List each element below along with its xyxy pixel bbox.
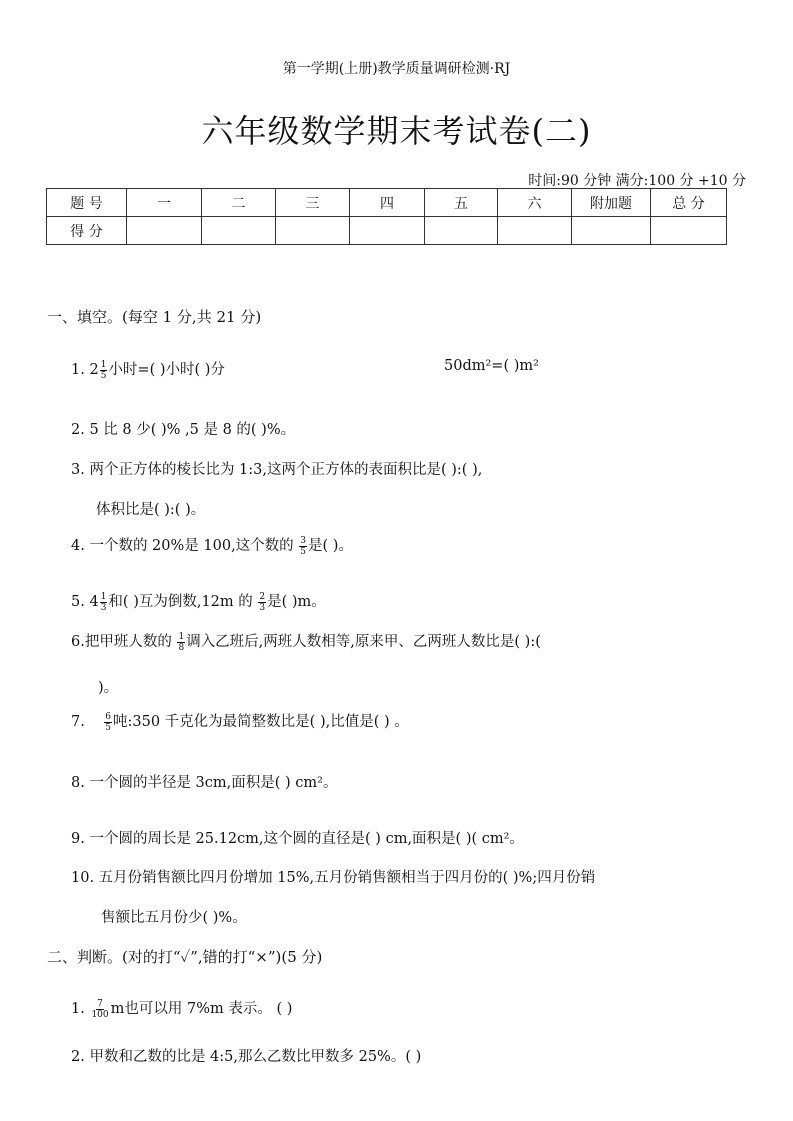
question-text: 吨:350 千克化为最简整数比是( ),比值是( ) 。 <box>113 714 409 730</box>
question-text: 和( )互为倒数,12m 的 <box>108 594 258 610</box>
fraction <box>104 712 112 733</box>
question-text: 7. <box>71 714 104 730</box>
time-info: 时间:90 分钟 满分:100 分 +10 分 <box>528 173 746 189</box>
fraction <box>90 999 109 1020</box>
question-text: 1. <box>71 1001 90 1017</box>
fraction-denominator: 100 <box>91 1009 109 1020</box>
fraction-numerator: 1 <box>100 591 107 602</box>
section1-heading: 一、填空。(每空 1 分,共 21 分) <box>47 308 262 326</box>
fraction-denominator: 5 <box>105 722 112 733</box>
score-input[interactable] <box>425 217 498 245</box>
score-input[interactable] <box>651 217 727 245</box>
score-cell-total: 总 分 <box>651 189 727 217</box>
question-3-line2: 体积比是( ):( )。 <box>96 502 206 518</box>
fraction-denominator: 8 <box>178 642 185 653</box>
fraction-numerator: 6 <box>105 711 112 722</box>
question-7 <box>71 710 409 733</box>
question-text: 调入乙班后,两班人数相等,原来甲、乙两班人数比是( ):( <box>186 634 541 650</box>
judge-question-1 <box>71 997 292 1020</box>
question-6-line1 <box>71 630 541 653</box>
question-text: 5. <box>71 594 90 610</box>
score-input[interactable] <box>127 217 202 245</box>
score-cell-3: 三 <box>276 189 350 217</box>
fraction-denominator: 5 <box>100 370 107 381</box>
question-9: 9. 一个圆的周长是 25.12cm,这个圆的直径是( ) cm,面积是( )( cm²。 <box>71 831 524 847</box>
score-table <box>46 188 727 245</box>
question-4 <box>71 534 353 557</box>
score-table-score-row <box>47 217 727 245</box>
fraction-numerator: 7 <box>97 998 103 1009</box>
question-6-line2: )。 <box>98 680 119 696</box>
score-cell-6: 六 <box>498 189 572 217</box>
question-text: 小时=( )小时( )分 <box>108 362 225 378</box>
fraction <box>100 592 108 613</box>
score-table-header-row <box>47 189 727 217</box>
question-text: 4. 一个数的 20%是 100,这个数的 <box>71 538 299 554</box>
score-cell-label: 题 号 <box>47 189 127 217</box>
fraction <box>258 592 266 613</box>
question-1 <box>71 358 225 381</box>
fraction <box>299 536 307 557</box>
score-cell-1: 一 <box>127 189 202 217</box>
fraction-denominator: 5 <box>300 546 307 557</box>
score-cell-2: 二 <box>202 189 276 217</box>
fraction-denominator: 3 <box>100 602 107 613</box>
question-2: 2. 5 比 8 少( )% ,5 是 8 的( )%。 <box>71 422 296 438</box>
score-input[interactable] <box>350 217 425 245</box>
fraction-denominator: 3 <box>259 602 266 613</box>
score-cell-extra: 附加题 <box>572 189 651 217</box>
score-input[interactable] <box>498 217 572 245</box>
score-input[interactable] <box>276 217 350 245</box>
score-input[interactable] <box>202 217 276 245</box>
fraction <box>100 360 108 381</box>
score-cell-5: 五 <box>425 189 498 217</box>
question-1-right: 50dm²=( )m² <box>444 358 539 374</box>
score-row-label: 得 分 <box>47 217 127 245</box>
exam-header: 第一学期(上册)教学质量调研检测·RJ <box>282 61 511 77</box>
fraction-numerator: 1 <box>178 631 185 642</box>
judge-question-2: 2. 甲数和乙数的比是 4:5,那么乙数比甲数多 25%。( ) <box>71 1049 422 1065</box>
score-input[interactable] <box>572 217 651 245</box>
question-text: 6.把甲班人数的 <box>71 634 177 650</box>
question-5 <box>71 590 326 613</box>
fraction-numerator: 3 <box>300 535 307 546</box>
exam-title: 六年级数学期末考试卷(二) <box>201 112 592 150</box>
section2-heading: 二、判断。(对的打“✓”,错的打“×”)(5 分) <box>47 948 323 966</box>
question-10-line2: 售额比五月份少( )%。 <box>101 910 247 926</box>
question-text: m也可以用 7%m 表示。 ( ) <box>110 1001 293 1017</box>
question-10-line1: 10. 五月份销售额比四月份增加 15%,五月份销售额相当于四月份的( )%;四月份销 <box>71 870 596 886</box>
question-text: 是( )。 <box>308 538 353 554</box>
fraction-numerator: 1 <box>100 359 107 370</box>
mixed-integer: 2 <box>89 362 99 378</box>
question-3-line1: 3. 两个正方体的棱长比为 1:3,这两个正方体的表面积比是( ):( ), <box>71 462 483 478</box>
score-cell-4: 四 <box>350 189 425 217</box>
question-number: 1. <box>71 362 85 378</box>
mixed-integer: 4 <box>89 594 99 610</box>
question-8: 8. 一个圆的半径是 3cm,面积是( ) cm²。 <box>71 775 338 791</box>
fraction-numerator: 2 <box>259 591 266 602</box>
fraction <box>177 632 185 653</box>
question-text: 是( )m。 <box>267 594 326 610</box>
